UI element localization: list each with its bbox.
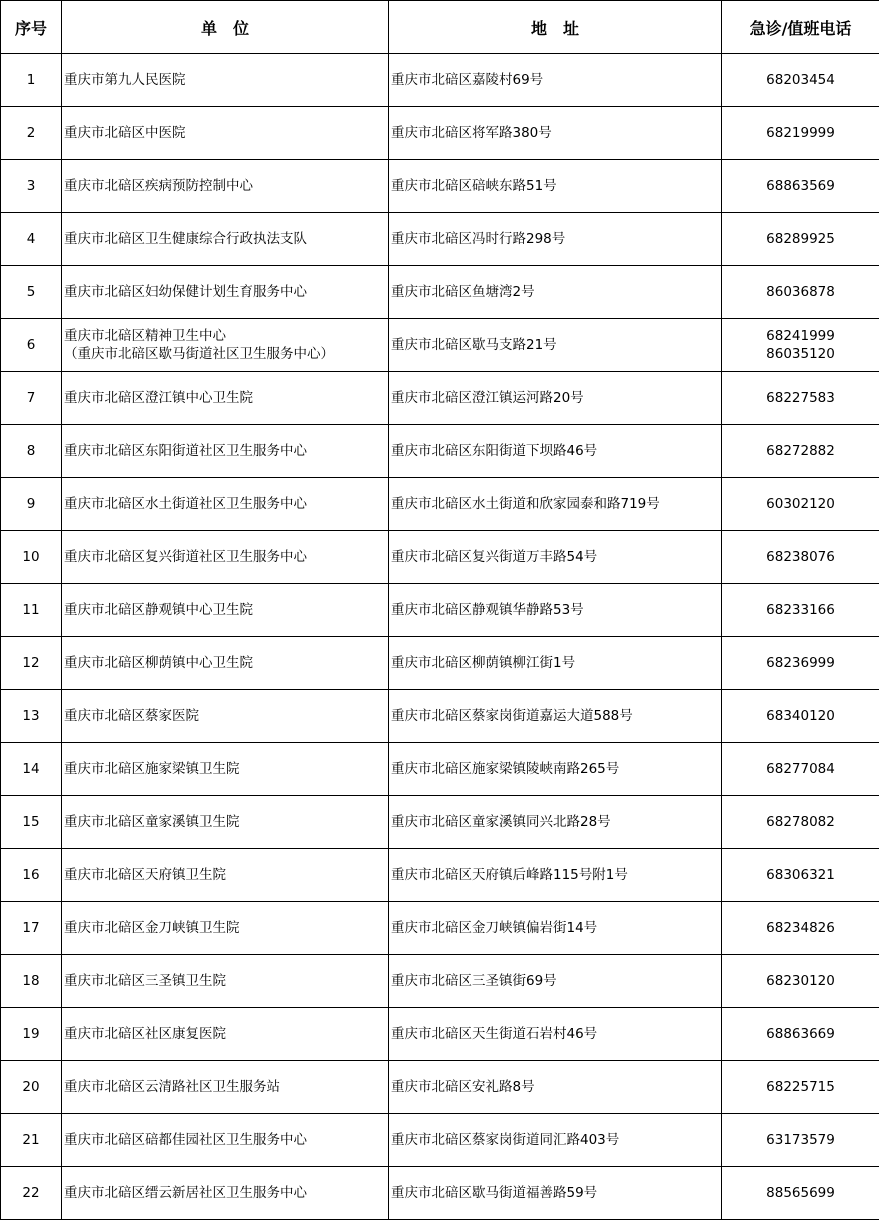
phone-number: 60302120 — [766, 496, 835, 512]
seq-cell: 4 — [1, 213, 62, 266]
unit-name: 重庆市北碚区疾病预防控制中心 — [64, 178, 253, 194]
address-cell: 重庆市北碚区歇马街道福善路59号 — [389, 1167, 722, 1220]
unit-name: 重庆市北碚区澄江镇中心卫生院 — [64, 390, 253, 406]
address-cell: 重庆市北碚区安礼路8号 — [389, 1061, 722, 1114]
seq-cell: 2 — [1, 107, 62, 160]
phone-number: 68863569 — [766, 178, 835, 194]
table-row — [1, 584, 879, 637]
unit-cell — [62, 160, 389, 213]
unit-name: 重庆市北碚区童家溪镇卫生院 — [64, 814, 240, 830]
phone-cell — [722, 160, 879, 213]
table-row — [1, 1061, 879, 1114]
phone-number: 68236999 — [766, 655, 835, 671]
phone-cell — [722, 1167, 879, 1220]
seq-cell: 14 — [1, 743, 62, 796]
phone-number: 68863669 — [766, 1026, 835, 1042]
table-row — [1, 213, 879, 266]
address-cell: 重庆市北碚区三圣镇街69号 — [389, 955, 722, 1008]
address-cell: 重庆市北碚区澄江镇运河路20号 — [389, 372, 722, 425]
phone-cell — [722, 637, 879, 690]
seq-cell: 20 — [1, 1061, 62, 1114]
seq-cell: 13 — [1, 690, 62, 743]
unit-name: 重庆市北碚区蔡家医院 — [64, 708, 199, 724]
table-row — [1, 54, 879, 107]
unit-name: 重庆市北碚区三圣镇卫生院 — [64, 973, 226, 989]
unit-name: 重庆市北碚区静观镇中心卫生院 — [64, 602, 253, 618]
seq-cell: 19 — [1, 1008, 62, 1061]
seq-cell: 22 — [1, 1167, 62, 1220]
seq-cell: 7 — [1, 372, 62, 425]
unit-cell — [62, 1061, 389, 1114]
unit-cell — [62, 1114, 389, 1167]
phone-cell — [722, 796, 879, 849]
address-cell: 重庆市北碚区嘉陵村69号 — [389, 54, 722, 107]
phone-number: 86036878 — [766, 284, 835, 300]
unit-cell — [62, 425, 389, 478]
phone-number: 68233166 — [766, 602, 835, 618]
unit-cell — [62, 531, 389, 584]
unit-cell — [62, 478, 389, 531]
phone-cell — [722, 478, 879, 531]
table-row — [1, 319, 879, 372]
table-row — [1, 690, 879, 743]
phone-cell — [722, 213, 879, 266]
address-cell: 重庆市北碚区柳荫镇柳江街1号 — [389, 637, 722, 690]
unit-cell — [62, 266, 389, 319]
address-cell: 重庆市北碚区金刀峡镇偏岩街14号 — [389, 902, 722, 955]
phone-cell — [722, 690, 879, 743]
table-body — [1, 54, 879, 1220]
table-row — [1, 637, 879, 690]
phone-number: 68225715 — [766, 1079, 835, 1095]
phone-number: 68238076 — [766, 549, 835, 565]
table-row — [1, 425, 879, 478]
unit-name: 重庆市北碚区东阳街道社区卫生服务中心 — [64, 443, 307, 459]
unit-cell — [62, 849, 389, 902]
address-cell: 重庆市北碚区静观镇华静路53号 — [389, 584, 722, 637]
table-row — [1, 1114, 879, 1167]
phone-number: 68277084 — [766, 761, 835, 777]
unit-name: 重庆市北碚区社区康复医院 — [64, 1026, 226, 1042]
unit-cell — [62, 372, 389, 425]
phone-cell — [722, 849, 879, 902]
unit-cell — [62, 54, 389, 107]
seq-cell: 12 — [1, 637, 62, 690]
phone-number: 68272882 — [766, 443, 835, 459]
phone-cell — [722, 319, 879, 372]
address-cell: 重庆市北碚区水土街道和欣家园泰和路719号 — [389, 478, 722, 531]
unit-name: 重庆市北碚区精神卫生中心 — [64, 328, 226, 344]
unit-name: 重庆市北碚区缙云新居社区卫生服务中心 — [64, 1185, 307, 1201]
seq-cell: 16 — [1, 849, 62, 902]
seq-cell: 18 — [1, 955, 62, 1008]
header-phone: 急诊/值班电话 — [722, 1, 879, 54]
table-row — [1, 796, 879, 849]
seq-cell: 11 — [1, 584, 62, 637]
address-cell: 重庆市北碚区将军路380号 — [389, 107, 722, 160]
unit-cell — [62, 796, 389, 849]
unit-cell — [62, 637, 389, 690]
address-cell: 重庆市北碚区鱼塘湾2号 — [389, 266, 722, 319]
header-unit: 单 位 — [62, 1, 389, 54]
phone-number: 68306321 — [766, 867, 835, 883]
unit-cell — [62, 213, 389, 266]
unit-cell — [62, 1167, 389, 1220]
unit-cell — [62, 955, 389, 1008]
seq-cell: 5 — [1, 266, 62, 319]
address-cell: 重庆市北碚区碚峡东路51号 — [389, 160, 722, 213]
address-cell: 重庆市北碚区歇马支路21号 — [389, 319, 722, 372]
address-cell: 重庆市北碚区蔡家岗街道同汇路403号 — [389, 1114, 722, 1167]
phone-number: 68230120 — [766, 973, 835, 989]
unit-cell — [62, 107, 389, 160]
phone-number: 68289925 — [766, 231, 835, 247]
address-cell: 重庆市北碚区冯时行路298号 — [389, 213, 722, 266]
phone-cell — [722, 743, 879, 796]
address-cell: 重庆市北碚区蔡家岗街道嘉运大道588号 — [389, 690, 722, 743]
unit-name: 重庆市北碚区水土街道社区卫生服务中心 — [64, 496, 307, 512]
address-cell: 重庆市北碚区复兴街道万丰路54号 — [389, 531, 722, 584]
phone-number: 68340120 — [766, 708, 835, 724]
phone-cell — [722, 584, 879, 637]
unit-name: 重庆市北碚区柳荫镇中心卫生院 — [64, 655, 253, 671]
phone-cell — [722, 902, 879, 955]
phone-number-alt: 86035120 — [766, 346, 835, 362]
table-row — [1, 849, 879, 902]
phone-cell — [722, 54, 879, 107]
unit-name: 重庆市北碚区妇幼保健计划生育服务中心 — [64, 284, 307, 300]
table-row — [1, 1167, 879, 1220]
header-seq: 序号 — [1, 1, 62, 54]
unit-name: 重庆市北碚区复兴街道社区卫生服务中心 — [64, 549, 307, 565]
table-row — [1, 902, 879, 955]
phone-number: 68227583 — [766, 390, 835, 406]
phone-cell — [722, 955, 879, 1008]
unit-cell — [62, 743, 389, 796]
seq-cell: 3 — [1, 160, 62, 213]
table-row — [1, 955, 879, 1008]
phone-cell — [722, 107, 879, 160]
phone-cell — [722, 531, 879, 584]
seq-cell: 1 — [1, 54, 62, 107]
table-row — [1, 372, 879, 425]
table-row — [1, 478, 879, 531]
unit-name: 重庆市北碚区天府镇卫生院 — [64, 867, 226, 883]
seq-cell: 21 — [1, 1114, 62, 1167]
phone-number: 68203454 — [766, 72, 835, 88]
address-cell: 重庆市北碚区天生街道石岩村46号 — [389, 1008, 722, 1061]
unit-cell — [62, 584, 389, 637]
unit-name: 重庆市北碚区卫生健康综合行政执法支队 — [64, 231, 307, 247]
phone-cell — [722, 1114, 879, 1167]
unit-cell — [62, 319, 389, 372]
table-header-row — [1, 1, 879, 54]
phone-number: 68219999 — [766, 125, 835, 141]
table-row — [1, 531, 879, 584]
seq-cell: 9 — [1, 478, 62, 531]
phone-cell — [722, 1061, 879, 1114]
phone-cell — [722, 1008, 879, 1061]
unit-name: 重庆市北碚区云清路社区卫生服务站 — [64, 1079, 280, 1095]
seq-cell: 8 — [1, 425, 62, 478]
address-cell: 重庆市北碚区童家溪镇同兴北路28号 — [389, 796, 722, 849]
unit-cell — [62, 1008, 389, 1061]
unit-name: 重庆市北碚区中医院 — [64, 125, 186, 141]
unit-cell — [62, 690, 389, 743]
unit-name: 重庆市北碚区碚都佳园社区卫生服务中心 — [64, 1132, 307, 1148]
phone-number: 63173579 — [766, 1132, 835, 1148]
unit-name-alias: （重庆市北碚区歇马街道社区卫生服务中心） — [64, 346, 334, 362]
seq-cell: 6 — [1, 319, 62, 372]
header-address: 地 址 — [389, 1, 722, 54]
phone-cell — [722, 425, 879, 478]
seq-cell: 17 — [1, 902, 62, 955]
address-cell: 重庆市北碚区天府镇后峰路115号附1号 — [389, 849, 722, 902]
phone-number: 68234826 — [766, 920, 835, 936]
unit-name: 重庆市第九人民医院 — [64, 72, 186, 88]
unit-name: 重庆市北碚区金刀峡镇卫生院 — [64, 920, 240, 936]
address-cell: 重庆市北碚区东阳街道下坝路46号 — [389, 425, 722, 478]
phone-number: 88565699 — [766, 1185, 835, 1201]
phone-number: 68278082 — [766, 814, 835, 830]
table-row — [1, 266, 879, 319]
unit-cell — [62, 902, 389, 955]
seq-cell: 10 — [1, 531, 62, 584]
table-row — [1, 1008, 879, 1061]
phone-number: 68241999 — [766, 328, 835, 344]
seq-cell: 15 — [1, 796, 62, 849]
unit-name: 重庆市北碚区施家梁镇卫生院 — [64, 761, 240, 777]
address-cell: 重庆市北碚区施家梁镇陵峡南路265号 — [389, 743, 722, 796]
table-row — [1, 107, 879, 160]
table-row — [1, 160, 879, 213]
phone-cell — [722, 266, 879, 319]
table-row — [1, 743, 879, 796]
phone-cell — [722, 372, 879, 425]
